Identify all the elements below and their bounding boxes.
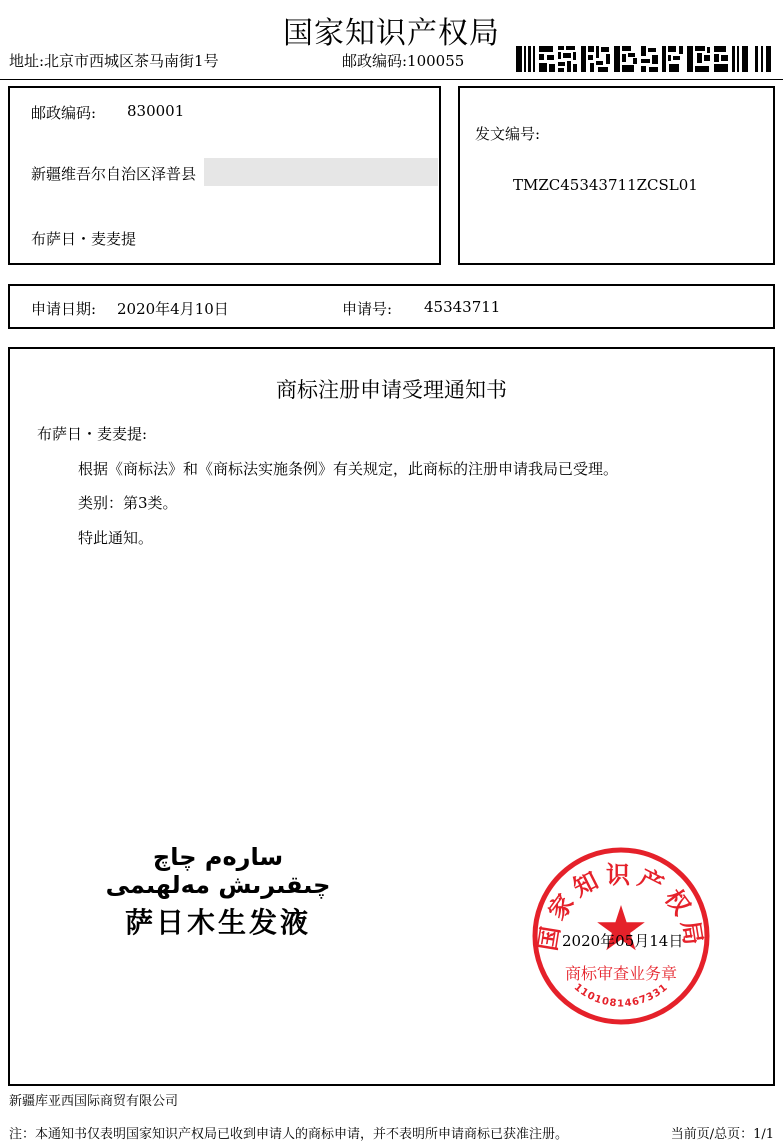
application-number: 45343711 — [424, 298, 501, 316]
document-number: TMZC45343711ZCSL01 — [513, 176, 698, 194]
notice-category: 类别：第3类。 — [78, 494, 178, 512]
document-number-label: 发文编号: — [475, 125, 541, 143]
footer-note: 注：本通知书仅表明国家知识产权局已收到申请人的商标申请，并不表明所申请商标已获准注册。 — [9, 1127, 569, 1141]
application-date-label: 申请日期: — [31, 300, 97, 318]
seal-date: 2020年05月14日 — [562, 932, 684, 950]
barcode-image — [516, 44, 771, 74]
notice-title: 商标注册申请受理通知书 — [276, 378, 507, 402]
recipient-address: 新疆维吾尔自治区泽普县 — [31, 165, 197, 183]
company-name: 新疆库亚西国际商贸有限公司 — [9, 1094, 179, 1109]
agency-title: 国家知识产权局 — [283, 16, 500, 51]
seal-serial: 1101081467331 — [571, 981, 671, 1010]
recipient-postal-label: 邮政编码: — [31, 104, 97, 122]
notice-body: 根据《商标法》和《商标法实施条例》有关规定，此商标的注册申请我局已受理。 — [78, 460, 619, 478]
recipient-name: 布萨日・麦麦提 — [31, 230, 137, 248]
trademark-chinese-text: 萨日木生发液 — [124, 906, 311, 939]
application-date: 2020年4月10日 — [117, 300, 229, 318]
seal-bottom-text: 商标审查业务章 — [564, 964, 678, 983]
agency-address: 地址:北京市西城区茶马南街1号 — [9, 52, 219, 70]
agency-postal-code: 邮政编码:100055 — [342, 52, 465, 70]
notice-closing: 特此通知。 — [78, 529, 154, 547]
trademark-uyghur-text: سارەم چاچ چىقىرىش مەلھىمى — [105, 843, 331, 899]
notice-salutation: 布萨日・麦麦提: — [37, 425, 148, 443]
redacted-address — [204, 158, 438, 186]
header-divider — [0, 79, 783, 80]
application-number-label: 申请号: — [342, 300, 393, 318]
trademark-image — [98, 843, 338, 941]
seal-top-text: 国家知识产权局 — [533, 861, 709, 953]
page-number: 当前页/总页：1/1 — [670, 1127, 774, 1141]
recipient-postal-code: 830001 — [127, 102, 185, 120]
svg-text:1101081467331 — [572, 982, 671, 1010]
